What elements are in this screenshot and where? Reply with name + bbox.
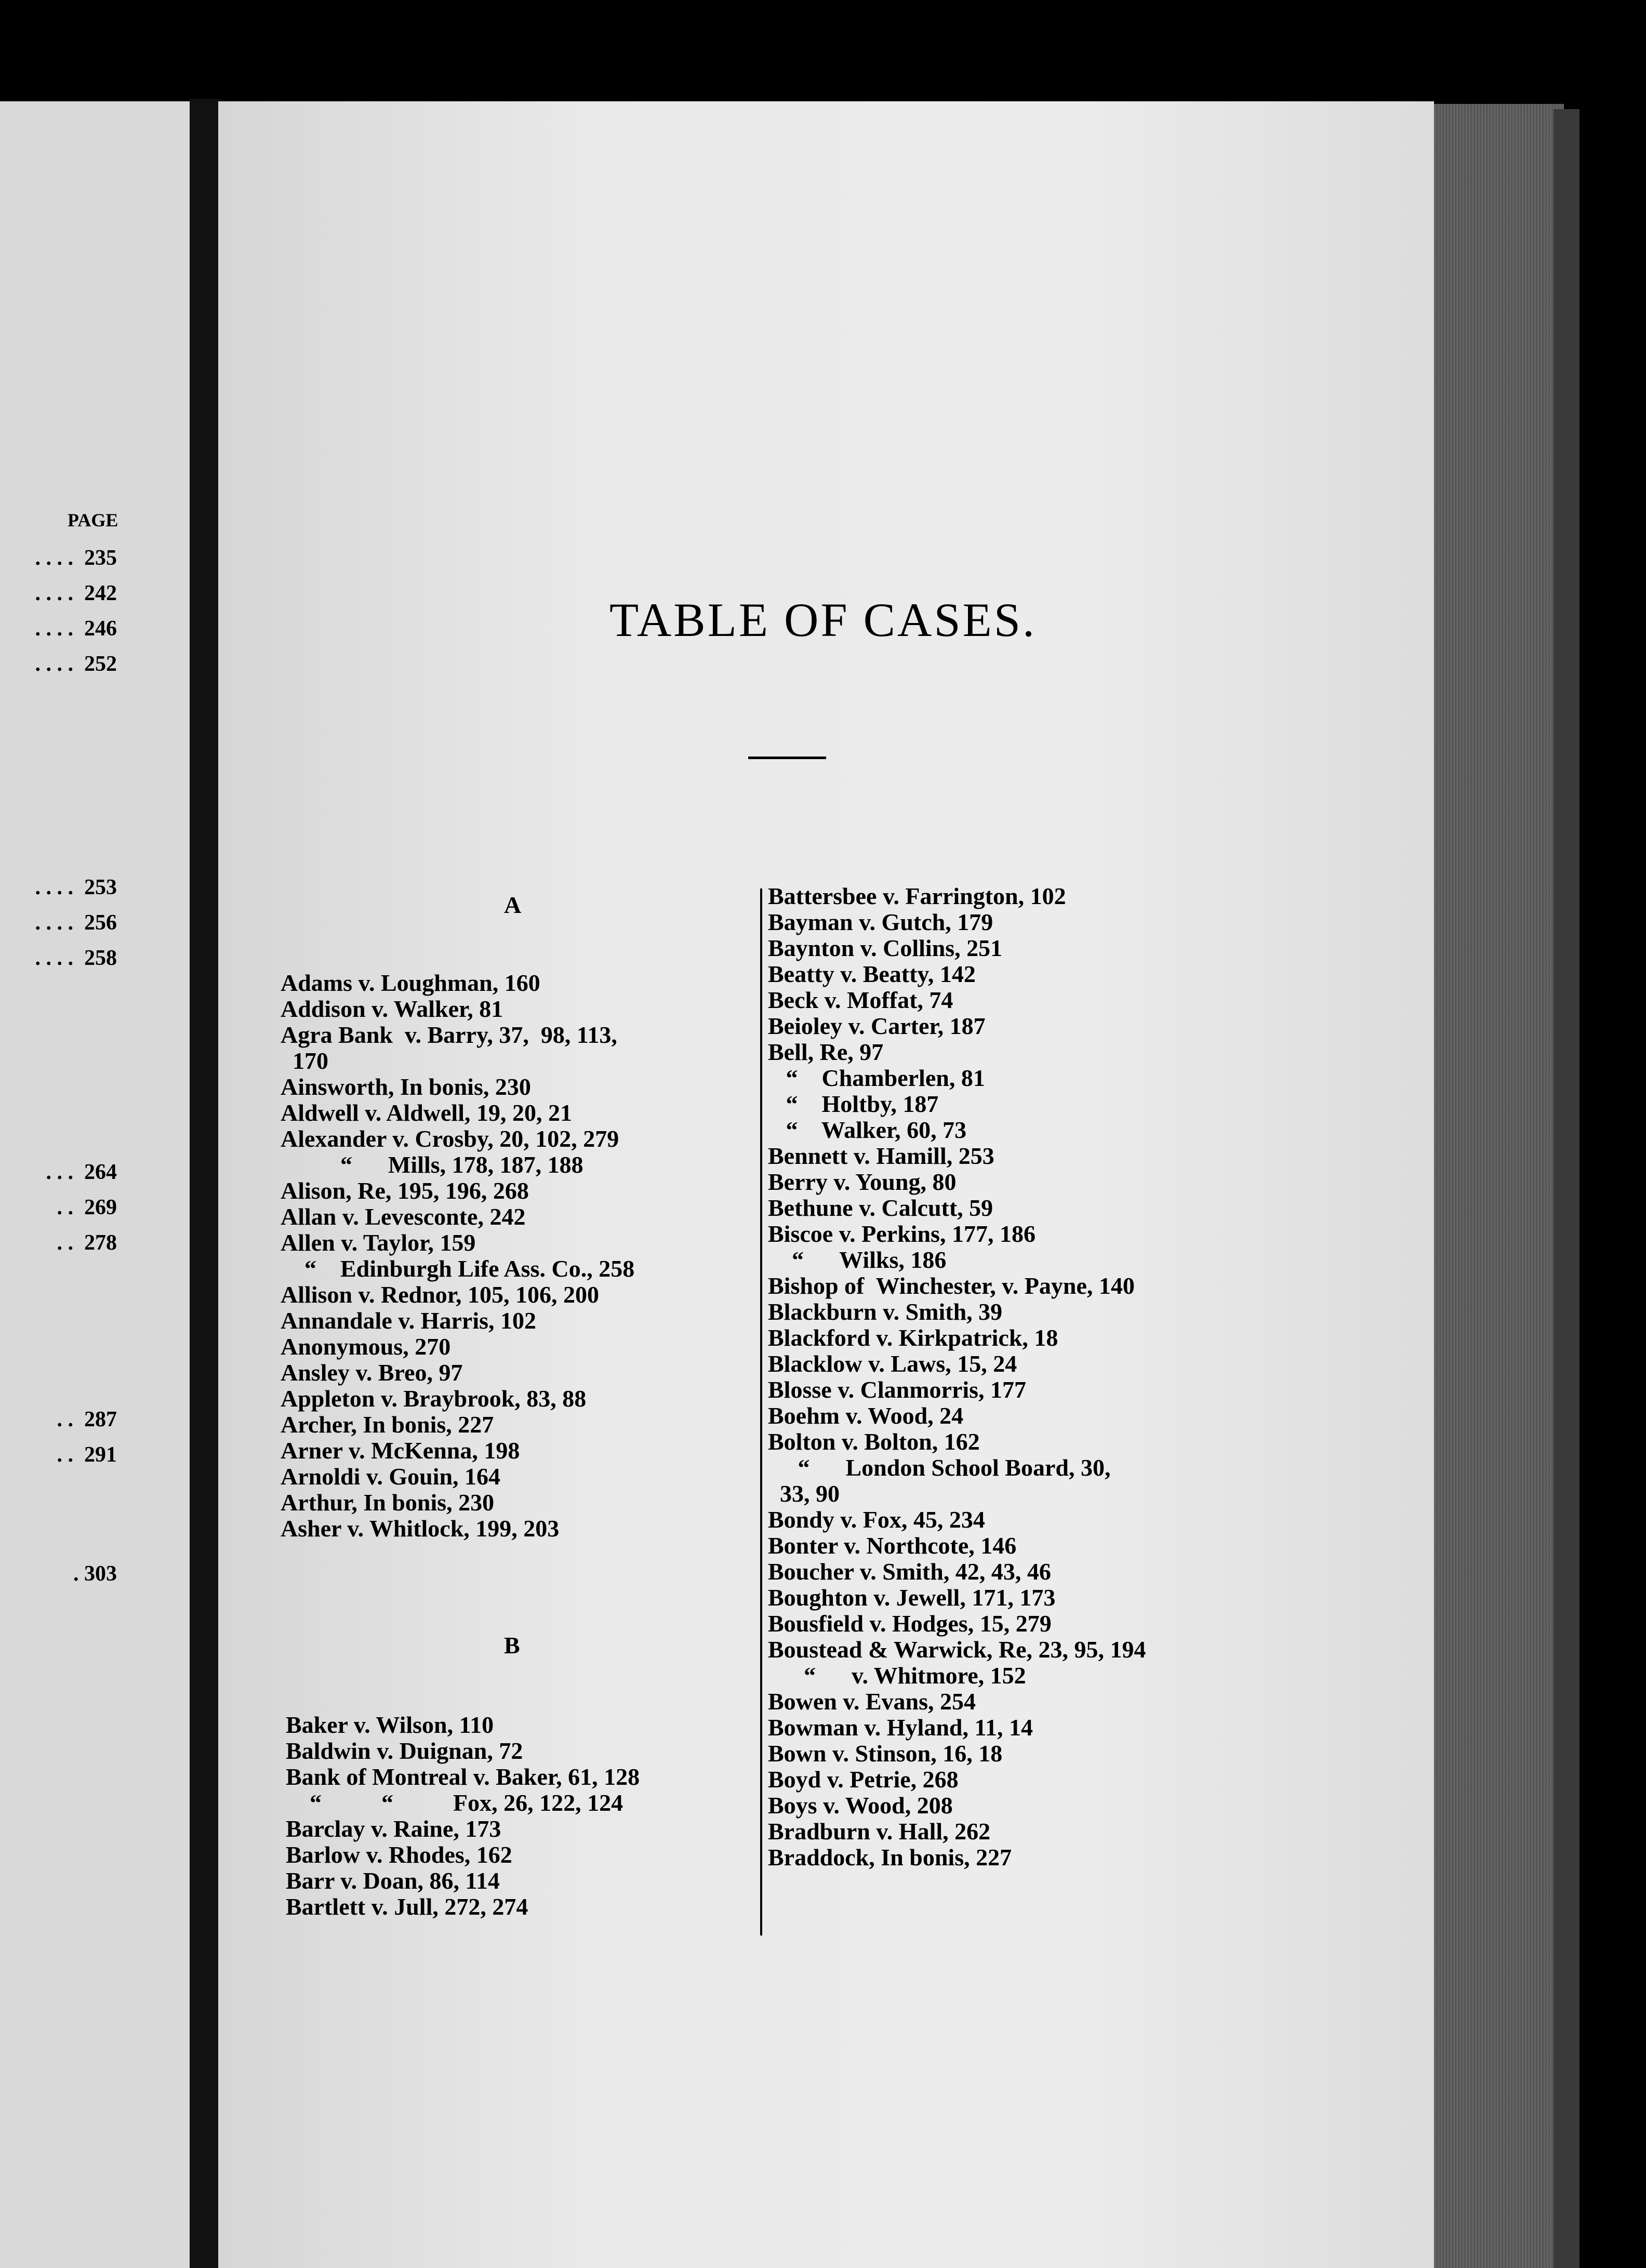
- case-entry: Battersbee v. Farrington, 102: [768, 883, 1066, 909]
- case-entry: Baker v. Wilson, 110: [286, 1712, 494, 1738]
- case-entry: “ “ Fox, 26, 122, 124: [286, 1789, 623, 1816]
- case-entry: Blackford v. Kirkpatrick, 18: [768, 1324, 1058, 1351]
- case-entry: Alexander v. Crosby, 20, 102, 279: [281, 1125, 619, 1152]
- case-entry: Baldwin v. Duignan, 72: [286, 1738, 523, 1764]
- case-entry: Bayman v. Gutch, 179: [768, 909, 993, 935]
- case-entry: Bolton v. Bolton, 162: [768, 1428, 980, 1455]
- case-entry: Barclay v. Raine, 173: [286, 1815, 501, 1842]
- case-entry: Arthur, In bonis, 230: [281, 1489, 495, 1516]
- case-entry: Boys v. Wood, 208: [768, 1792, 953, 1819]
- left-page-number: . . . . 252: [35, 652, 117, 676]
- entries-left-a: [281, 970, 748, 1542]
- page-edge: [1434, 104, 1564, 2268]
- case-entry: Baynton v. Collins, 251: [768, 935, 1003, 961]
- left-page-number: . 303: [73, 1562, 117, 1586]
- entries-right: [768, 883, 1256, 1871]
- case-entry: Blackburn v. Smith, 39: [768, 1298, 1003, 1325]
- case-entry: Boustead & Warwick, Re, 23, 95, 194: [768, 1636, 1146, 1663]
- case-entry: Allison v. Rednor, 105, 106, 200: [281, 1281, 600, 1308]
- left-page-number: . . . 264: [46, 1160, 117, 1184]
- case-entry: Adams v. Loughman, 160: [281, 970, 540, 996]
- left-page-header: PAGE: [68, 510, 118, 530]
- case-entry: Barlow v. Rhodes, 162: [286, 1841, 512, 1868]
- page-title: TABLE OF CASES.: [609, 593, 1037, 646]
- case-entry: Bousfield v. Hodges, 15, 279: [768, 1610, 1052, 1637]
- case-entry: Bishop of Winchester, v. Payne, 140: [768, 1272, 1135, 1299]
- case-entry: Bell, Re, 97: [768, 1039, 884, 1065]
- case-entry: Bondy v. Fox, 45, 234: [768, 1506, 985, 1533]
- case-entry: Aldwell v. Aldwell, 19, 20, 21: [281, 1099, 572, 1126]
- case-entry: Appleton v. Braybrook, 83, 88: [281, 1385, 587, 1412]
- case-entry: Bennett v. Hamill, 253: [768, 1143, 994, 1169]
- case-entry: Berry v. Young, 80: [768, 1169, 957, 1195]
- column-divider: [760, 888, 762, 1935]
- case-entry: “ v. Whitmore, 152: [768, 1662, 1026, 1689]
- case-entry: Boehm v. Wood, 24: [768, 1402, 964, 1429]
- case-entry: Arner v. McKenna, 198: [281, 1437, 520, 1464]
- case-entry: Bowen v. Evans, 254: [768, 1688, 976, 1715]
- case-entry: Biscoe v. Perkins, 177, 186: [768, 1221, 1036, 1247]
- case-entry: Boughton v. Jewell, 171, 173: [768, 1584, 1056, 1611]
- case-entry: Braddock, In bonis, 227: [768, 1844, 1012, 1871]
- case-entry: Allan v. Levesconte, 242: [281, 1203, 526, 1230]
- case-entry: Beck v. Moffat, 74: [768, 987, 953, 1013]
- entries-left-b: [286, 1712, 753, 1920]
- case-entry: Bown v. Stinson, 16, 18: [768, 1740, 1003, 1767]
- case-entry: “ Holtby, 187: [768, 1091, 939, 1117]
- case-entry: Beioley v. Carter, 187: [768, 1013, 986, 1039]
- case-entry: Barr v. Doan, 86, 114: [286, 1867, 500, 1894]
- case-entry: “ Edinburgh Life Ass. Co., 258: [281, 1255, 635, 1282]
- case-entry: Ainsworth, In bonis, 230: [281, 1073, 531, 1100]
- case-entry: Bartlett v. Jull, 272, 274: [286, 1893, 528, 1920]
- case-entry: Arnoldi v. Gouin, 164: [281, 1463, 501, 1490]
- left-page-number: . . 269: [57, 1196, 117, 1219]
- case-entry: 33, 90: [768, 1480, 840, 1507]
- case-entry: Alison, Re, 195, 196, 268: [281, 1177, 529, 1204]
- left-page-number: . . . . 256: [35, 911, 117, 935]
- left-page-number: . . 287: [57, 1408, 117, 1431]
- case-entry: “ Chamberlen, 81: [768, 1065, 985, 1091]
- case-entry: 170: [281, 1047, 328, 1074]
- left-page-number: . . . . 242: [35, 581, 117, 605]
- case-entry: Asher v. Whitlock, 199, 203: [281, 1515, 560, 1542]
- section-letter-b: B: [504, 1632, 520, 1659]
- case-entry: “ Walker, 60, 73: [768, 1117, 967, 1143]
- page-edge-shadow: [1554, 109, 1579, 2268]
- case-entry: Boyd v. Petrie, 268: [768, 1766, 959, 1793]
- left-page-number: . . 278: [57, 1231, 117, 1255]
- case-entry: Annandale v. Harris, 102: [281, 1307, 537, 1334]
- left-page-number: . . 291: [57, 1443, 117, 1467]
- case-entry: Beatty v. Beatty, 142: [768, 961, 976, 987]
- case-entry: Bethune v. Calcutt, 59: [768, 1195, 993, 1221]
- title-rule: [748, 757, 826, 759]
- case-entry: Archer, In bonis, 227: [281, 1411, 494, 1438]
- left-page-number: . . . . 258: [35, 946, 117, 970]
- case-entry: Blosse v. Clanmorris, 177: [768, 1376, 1027, 1403]
- case-entry: “ Mills, 178, 187, 188: [281, 1151, 583, 1178]
- case-entry: Anonymous, 270: [281, 1333, 451, 1360]
- left-facing-page: [0, 101, 190, 2268]
- case-entry: Ansley v. Breo, 97: [281, 1359, 463, 1386]
- case-entry: Bradburn v. Hall, 262: [768, 1818, 991, 1845]
- case-entry: Allen v. Taylor, 159: [281, 1229, 476, 1256]
- case-entry: Bank of Montreal v. Baker, 61, 128: [286, 1763, 640, 1790]
- book-gutter: [190, 99, 221, 2268]
- case-entry: Agra Bank v. Barry, 37, 98, 113,: [281, 1022, 617, 1048]
- case-entry: Addison v. Walker, 81: [281, 996, 503, 1022]
- left-page-number: . . . . 253: [35, 876, 117, 899]
- case-entry: Boucher v. Smith, 42, 43, 46: [768, 1558, 1051, 1585]
- left-page-number: . . . . 246: [35, 617, 117, 641]
- section-letter-a: A: [504, 892, 522, 918]
- left-page-number: . . . . 235: [35, 546, 117, 570]
- case-entry: Bonter v. Northcote, 146: [768, 1532, 1017, 1559]
- case-entry: Blacklow v. Laws, 15, 24: [768, 1350, 1017, 1377]
- case-entry: “ Wilks, 186: [768, 1246, 947, 1273]
- case-entry: “ London School Board, 30,: [768, 1454, 1111, 1481]
- case-entry: Bowman v. Hyland, 11, 14: [768, 1714, 1033, 1741]
